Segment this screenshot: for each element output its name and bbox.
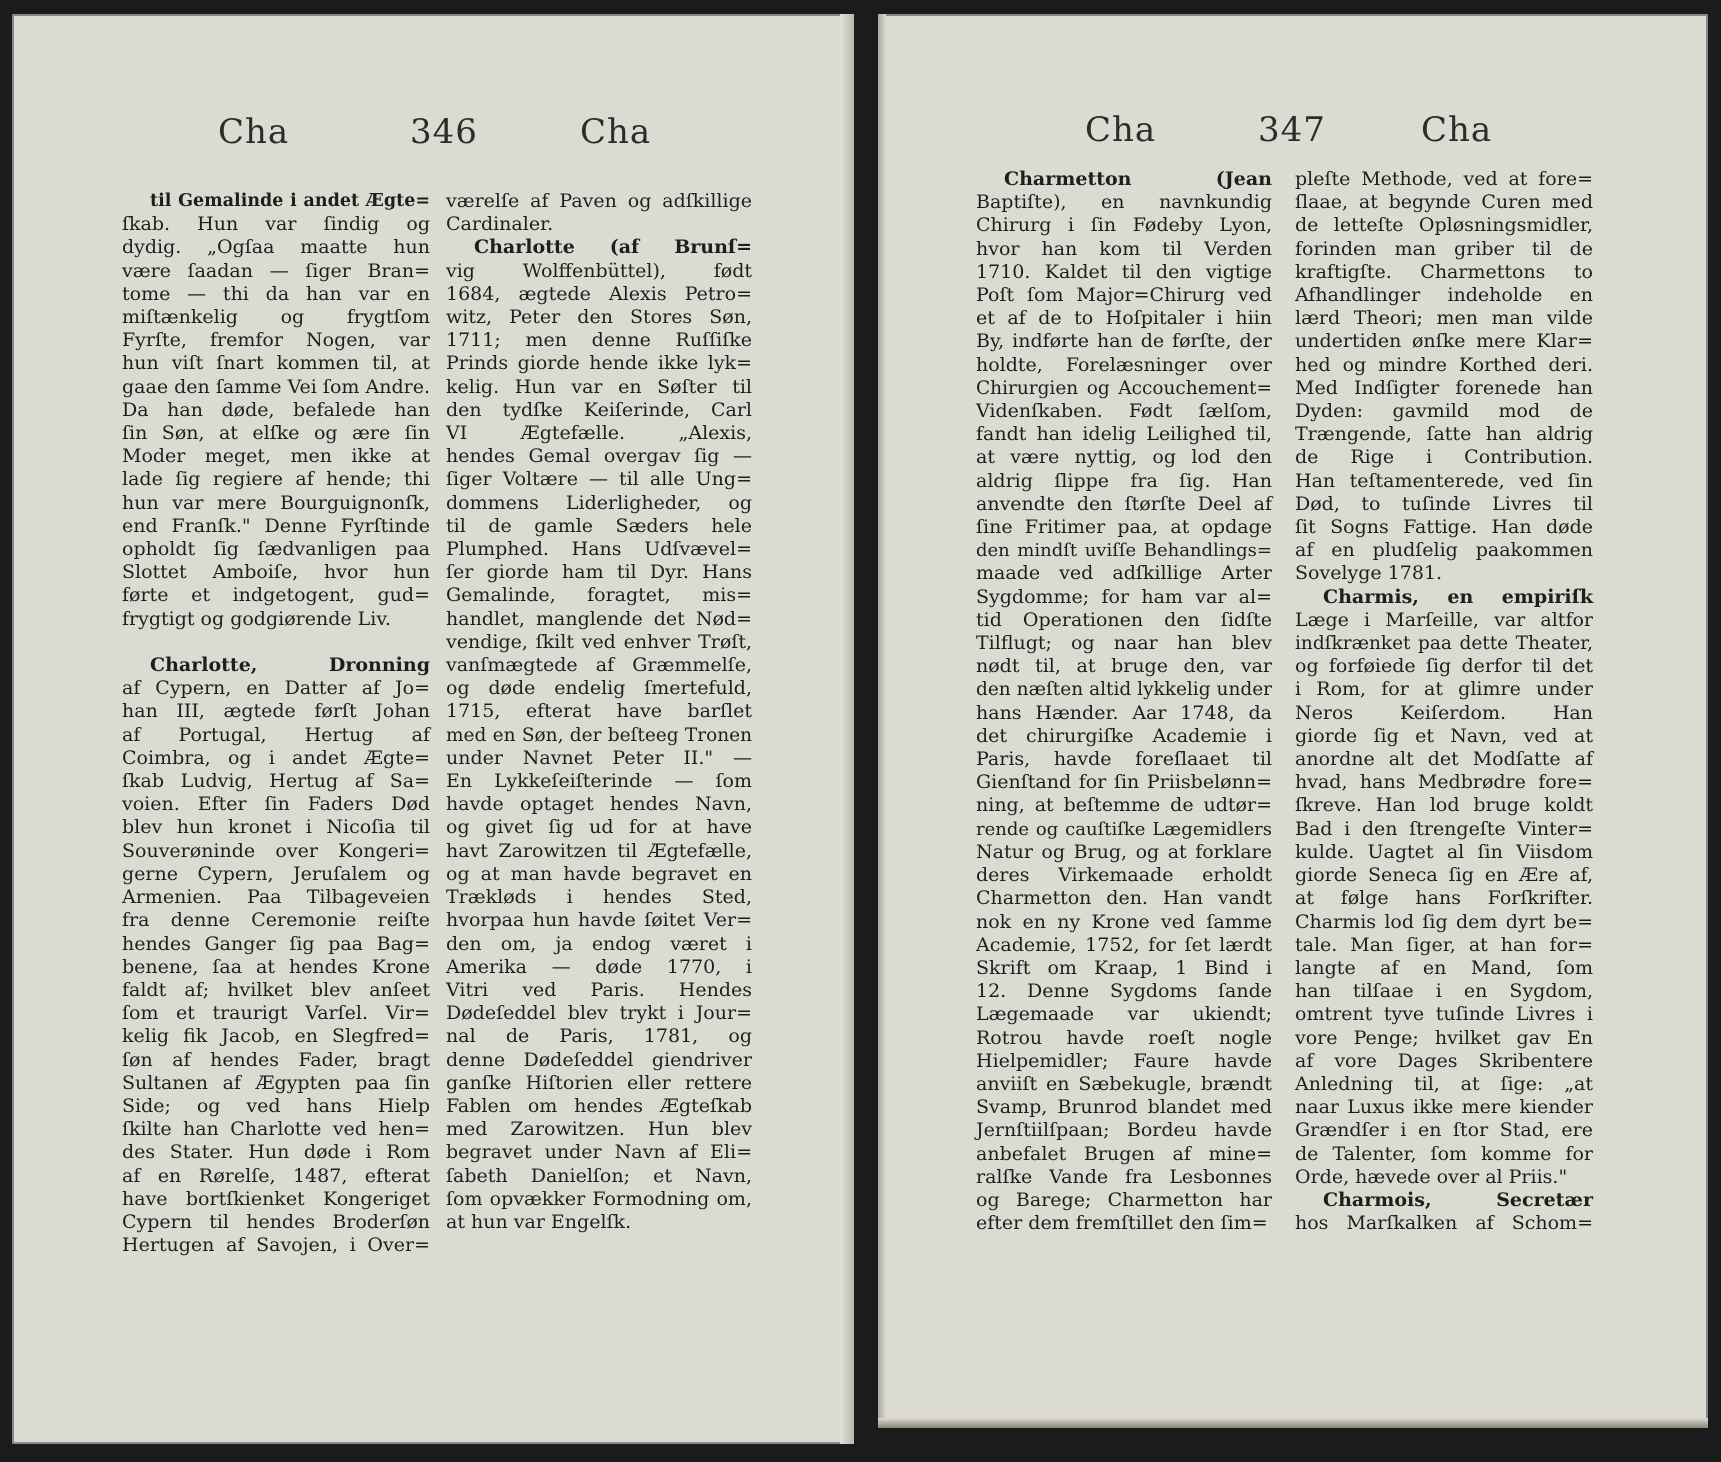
text-line: værelſe af Paven og adſkillige xyxy=(446,190,752,212)
right-column-1 xyxy=(976,168,1272,1235)
text-line: Moder meget, men ikke at xyxy=(122,445,430,468)
text-line: VI Ægtefælle. „Alexis, xyxy=(446,422,752,445)
text-line: Gienſtand for ſin Priisbelønn= xyxy=(976,771,1272,794)
text-line: Skrift om Kraap, 1 Bind i xyxy=(976,956,1272,979)
text-line: Bad i den ſtrengeſte Vinter= xyxy=(1295,817,1593,840)
text-line: kraftigſte. Charmettons to xyxy=(1295,260,1593,283)
text-line: have bortſkienket Kongeriget xyxy=(122,1187,430,1210)
text-line: hvad, hans Medbrødre fore= xyxy=(1295,771,1593,794)
text-line: de Talenter, ſom komme for xyxy=(1295,1142,1593,1165)
text-line: Chirurg i ſin Fødeby Lyon, xyxy=(976,214,1272,237)
text-line: ganſke Hiſtorien eller rettere xyxy=(446,1071,752,1094)
text-line: ſkab Ludvig, Hertug af Sa= xyxy=(122,770,430,793)
text-line: under Navnet Peter II." — xyxy=(446,746,752,769)
text-line: Charlotte, Dronning xyxy=(150,654,430,677)
text-line: tale. Man ſiger, at han for= xyxy=(1295,933,1593,956)
text-line: By, indførte han de førſte, der xyxy=(976,330,1272,353)
text-line: ſine Fritimer paa, at opdage xyxy=(976,516,1272,539)
text-line: og forføiede ſig derfor til det xyxy=(1295,655,1593,678)
text-line: Fyrſte, fremfor Nogen, var xyxy=(122,329,430,352)
text-line: Sygdomme; for ham var al= xyxy=(976,585,1272,608)
text-line: witz, Peter den Stores Søn, xyxy=(446,306,752,329)
text-line: Sultanen af Ægypten paa ſin xyxy=(122,1071,430,1094)
text-line: hos Marſkalken af Schom= xyxy=(1295,1212,1593,1235)
text-line: den mindſt uviſſe Behandlings= xyxy=(976,540,1272,562)
text-line: nok en ny Krone ved ſamme xyxy=(976,910,1272,933)
text-line: nødt til, at bruge den, var xyxy=(976,655,1272,678)
text-line: og at man havde begravet en xyxy=(446,862,752,885)
text-line: end Franſk." Denne Fyrſtinde xyxy=(122,514,430,537)
text-line: den næſten altid lykkelig under xyxy=(976,679,1272,701)
text-line: denne Dødeſeddel giendriver xyxy=(446,1048,752,1071)
text-line: Poſt ſom Major=Chirurg ved xyxy=(976,284,1272,307)
text-line: og døde endelig ſmertefuld, xyxy=(446,677,752,700)
text-line: undertiden ønſke mere Klar= xyxy=(1295,330,1593,353)
text-line: tid Operationen den ſidſte xyxy=(976,608,1272,631)
text-line: Afhandlinger indeholde en xyxy=(1295,284,1593,307)
text-line: vendige, ſkilt ved enhver Trøſt, xyxy=(446,630,752,653)
text-line: Academie, 1752, for ſet lærdt xyxy=(976,933,1272,956)
text-line: Souverøninde over Kongeri= xyxy=(122,839,430,862)
text-line: efter dem fremſtillet den ſim= xyxy=(976,1212,1268,1235)
text-line: fandt han idelig Leilighed til, xyxy=(976,423,1272,446)
text-line: Cardinaler. xyxy=(446,213,554,236)
text-line: Trængende, ſatte han aldrig xyxy=(1295,423,1593,446)
text-line: Lægemaade var ukiendt; xyxy=(976,1003,1272,1026)
text-line: med Zarowitzen. Hun blev xyxy=(446,1118,752,1141)
text-line: hans Hænder. Aar 1748, da xyxy=(976,701,1272,724)
text-line: havde optaget hendes Navn, xyxy=(446,793,752,816)
text-line: forinden man griber til de xyxy=(1295,237,1593,260)
text-line: ſom opvækker Formodning om, xyxy=(446,1187,752,1210)
text-line: Charmois, Secretær xyxy=(1323,1188,1593,1211)
text-line: Grændſer i en ſtor Stad, ere xyxy=(1295,1119,1593,1142)
right-page-spine-shadow xyxy=(878,14,886,1428)
text-line: Svamp, Brunrod blandet med xyxy=(976,1096,1272,1119)
text-line: lærd Theori; men man vilde xyxy=(1295,307,1593,330)
text-line: Fablen om hendes Ægteſkab xyxy=(446,1094,752,1117)
text-line: Charmetton (Jean xyxy=(1004,168,1272,190)
text-line: ſabeth Danielſon; et Navn, xyxy=(446,1164,752,1187)
text-line: anviiſt en Sæbekugle, brændt xyxy=(976,1072,1272,1095)
text-line: Charmis lod ſig dem dyrt be= xyxy=(1295,910,1593,933)
text-line: hendes Gemal overgav ſig — xyxy=(446,445,752,468)
text-line: Hielpemidler; Faure havde xyxy=(976,1049,1272,1072)
text-line: gerne Cypern, Jeruſalem og xyxy=(122,862,430,885)
left-page-spine-shadow xyxy=(840,14,854,1444)
text-line: vore Penge; hvilket gav En xyxy=(1295,1026,1593,1049)
right-column-2 xyxy=(1295,168,1593,1235)
text-line: Charmetton den. Han vandt xyxy=(976,887,1272,910)
text-line: Anledning til, at ſige: „at xyxy=(1295,1072,1593,1095)
text-line: førte et indgetogent, gud= xyxy=(122,584,430,607)
text-line: Sovelyge 1781. xyxy=(1295,562,1443,585)
text-line: og Barege; Charmetton har xyxy=(976,1188,1272,1211)
text-line: Charlotte (af Brunſ= xyxy=(474,236,752,259)
text-line: rende og cauſtiſke Lægemidlers xyxy=(976,818,1272,840)
text-line: dommens Liderligheder, og xyxy=(446,491,752,514)
text-line: miſtænkelig og frygtſom xyxy=(122,306,430,329)
text-line: han III, ægtede førſt Johan xyxy=(122,700,430,723)
text-line: langte af en Mand, ſom xyxy=(1295,956,1593,979)
text-line: begravet under Navn af Eli= xyxy=(446,1141,752,1164)
text-line: Læge i Marſeille, var altfor xyxy=(1295,608,1593,631)
text-line: holdte, Forelæsninger over xyxy=(976,353,1272,376)
text-line: kulde. Uagtet al ſin Viisdom xyxy=(1295,840,1593,863)
text-line: Med Indſigter forenede han xyxy=(1295,376,1593,399)
text-line: opholdt ſig ſædvanligen paa xyxy=(122,538,430,561)
text-line: ſiger Voltære — til alle Ung= xyxy=(446,468,752,491)
text-line: 1710. Kaldet til den vigtige xyxy=(976,260,1272,283)
left-header-right: Cha xyxy=(580,112,652,152)
text-line: voien. Efter ſin Faders Død xyxy=(122,793,430,816)
text-line: Baptiſte), en navnkundig xyxy=(976,191,1272,214)
text-line: handlet, manglende det Nød= xyxy=(446,607,752,630)
text-line: ſkilte han Charlotte ved hen= xyxy=(122,1118,430,1141)
right-page-number: 347 xyxy=(1258,110,1326,150)
text-line: kelig. Hun var en Søſter til xyxy=(446,375,752,398)
text-line: En Lykkeſeiſterinde — ſom xyxy=(446,770,752,793)
text-line: af Cypern, en Datter af Jo= xyxy=(122,677,430,700)
text-line: Side; og ved hans Hielp xyxy=(122,1094,430,1117)
text-line: lade ſig regiere af hende; thi xyxy=(122,468,430,491)
text-line: den om, ja endog været i xyxy=(446,932,752,955)
text-line: ning, at beſtemme de udtør= xyxy=(976,794,1272,817)
text-line: ſit Sogns Fattige. Han døde xyxy=(1295,516,1593,539)
text-line: benene, ſaa at hendes Krone xyxy=(122,955,430,978)
text-line: Amerika — døde 1770, i xyxy=(446,955,752,978)
text-line: Rotrou havde roeſt nogle xyxy=(976,1026,1272,1049)
text-line: frygtigt og godgiørende Liv. xyxy=(122,607,391,630)
text-line: pleſte Methode, ved at fore= xyxy=(1295,168,1593,190)
text-line: kelig fik Jacob, en Slegfred= xyxy=(122,1025,430,1048)
right-header-right: Cha xyxy=(1421,110,1493,150)
text-line: des Stater. Hun døde i Rom xyxy=(122,1141,430,1164)
text-line: faldt af; hvilket blev anſeet xyxy=(122,978,430,1001)
right-page xyxy=(878,14,1708,1428)
text-line: 1711; men denne Ruſſiſke xyxy=(446,329,752,352)
text-line: hun viſt ſnart kommen til, at xyxy=(122,352,430,375)
text-line xyxy=(122,631,430,654)
text-line: ſkreve. Han lod bruge koldt xyxy=(1295,794,1593,817)
text-line: anvendte den ſtørſte Deel af xyxy=(976,492,1272,515)
text-line: Hertugen af Savojen, i Over= xyxy=(122,1234,430,1257)
text-line: han tilſaae i en Sygdom, xyxy=(1295,980,1593,1003)
text-line: tome — thi da han var en xyxy=(122,282,430,305)
text-line: giorde ſig et Navn, ved at xyxy=(1295,724,1593,747)
text-line: og givet ſig ud for at have xyxy=(446,816,752,839)
text-line: de letteſte Opløsningsmidler, xyxy=(1295,214,1593,237)
text-line: Han teſtamenterede, ved ſin xyxy=(1295,469,1593,492)
text-line: til Gemalinde i andet Ægte= xyxy=(150,191,430,211)
text-line: hendes Ganger ſig paa Bag= xyxy=(122,932,430,955)
text-line: Armenien. Paa Tilbageveien xyxy=(122,886,430,909)
text-line: Dyden: gavmild mod de xyxy=(1295,400,1593,423)
text-line: Coimbra, og i andet Ægte= xyxy=(122,746,430,769)
text-line: af vore Dages Skribentere xyxy=(1295,1049,1593,1072)
text-line: Gemalinde, foragtet, mis= xyxy=(446,584,752,607)
text-line: indſkrænket paa dette Theater, xyxy=(1295,633,1593,655)
text-line: havt Zarowitzen til Ægtefælle, xyxy=(446,839,752,862)
text-line: et af de to Hoſpitaler i hiin xyxy=(976,307,1272,330)
right-page-bottom-edge xyxy=(878,1418,1708,1428)
text-line: at være nyttig, og lod den xyxy=(976,446,1272,469)
text-line: anordne alt det Modſatte af xyxy=(1295,748,1593,771)
text-line: ſkab. Hun var ſindig og xyxy=(122,213,430,236)
text-line: hvor han kom til Verden xyxy=(976,237,1272,260)
text-line: aldrig ſlippe fra ſig. Han xyxy=(976,469,1272,492)
text-line: til de gamle Sæders hele xyxy=(446,514,752,537)
text-line: maade ved adſkillige Arter xyxy=(976,562,1272,585)
text-line: ſøn af hendes Fader, bragt xyxy=(122,1048,430,1071)
text-line: vanſmægtede af Græmmelſe, xyxy=(446,654,752,677)
right-header-left: Cha xyxy=(1085,110,1157,150)
text-line: af en Rørelſe, 1487, efterat xyxy=(122,1164,430,1187)
text-line: Neros Keiſerdom. Han xyxy=(1295,701,1593,724)
text-line: Natur og Brug, og at forklare xyxy=(976,840,1272,863)
text-line: med en Søn, der beſteeg Tronen xyxy=(446,724,752,746)
text-line: Prinds giorde hende ikke lyk= xyxy=(446,352,752,375)
text-line: være ſaadan — ſiger Bran= xyxy=(122,259,430,282)
text-line: gaae den ſamme Vei ſom Andre. xyxy=(122,375,430,398)
left-header-left: Cha xyxy=(218,112,290,152)
text-line: Jernſtiilſpaan; Bordeu havde xyxy=(976,1119,1272,1142)
text-line: 1684, ægtede Alexis Petro= xyxy=(446,282,752,305)
left-column-1 xyxy=(122,190,430,1257)
text-line: deres Virkemaade erholdt xyxy=(976,864,1272,887)
text-line: dydig. „Ogſaa maatte hun xyxy=(122,236,430,259)
text-line: omtrent tyve tuſinde Livres i xyxy=(1295,1003,1593,1026)
text-line: at følge hans Forſkrifter. xyxy=(1295,887,1593,910)
text-line: fra denne Ceremonie reiſte xyxy=(122,909,430,932)
text-line: Vitri ved Paris. Hendes xyxy=(446,978,752,1001)
text-line: hed og mindre Korthed deri. xyxy=(1295,353,1593,376)
text-line: Charmis, en empiriſk xyxy=(1323,585,1593,608)
text-line: af en pludſelig paakommen xyxy=(1295,539,1593,562)
text-line: 12. Denne Sygdoms ſande xyxy=(976,980,1272,1003)
text-line: Tilflugt; og naar han blev xyxy=(976,632,1272,655)
text-line: blev hun kronet i Nicoſia til xyxy=(122,816,430,839)
text-line: nal de Paris, 1781, og xyxy=(446,1025,752,1048)
text-line: Dødeſeddel blev trykt i Jour= xyxy=(446,1002,752,1025)
text-line: i Rom, for at glimre under xyxy=(1295,678,1593,701)
text-line: naar Luxus ikke mere kiender xyxy=(1295,1096,1593,1119)
text-line: Død, to tuſinde Livres til xyxy=(1295,492,1593,515)
text-line: det chirurgiſke Academie i xyxy=(976,724,1272,747)
text-line: ſin Søn, at elſke og ære ſin xyxy=(122,422,430,445)
text-line: anbefalet Brugen af mine= xyxy=(976,1142,1272,1165)
text-line: Chirurgien og Accouchement= xyxy=(976,377,1272,399)
text-line: ſlaae, at begynde Curen med xyxy=(1295,191,1593,214)
text-line: den tydſke Keiſerinde, Carl xyxy=(446,398,752,421)
text-line: ſer giorde ham til Dyr. Hans xyxy=(446,561,752,584)
text-line: Paris, havde foreſlaaet til xyxy=(976,748,1272,771)
text-line: at hun var Engelſk. xyxy=(446,1210,632,1233)
text-line: giorde Seneca ſig en Ære af, xyxy=(1295,864,1593,887)
text-line: Orde, hævede over al Priis." xyxy=(1295,1165,1568,1188)
text-line: Trækløds i hendes Sted, xyxy=(446,886,752,909)
text-line: ſom et traurigt Varſel. Vir= xyxy=(122,1002,430,1025)
text-line: Da han døde, befalede han xyxy=(122,398,430,421)
text-line: 1715, efterat have barſlet xyxy=(446,700,752,723)
text-line: Plumphed. Hans Udſvævel= xyxy=(446,538,752,561)
text-line: hun var mere Bourguignonſk, xyxy=(122,491,430,514)
text-line: hvorpaa hun havde ſøitet Ver= xyxy=(446,909,752,932)
text-line: Slottet Amboiſe, hvor hun xyxy=(122,561,430,584)
text-line: Videnſkaben. Født ſælſom, xyxy=(976,400,1272,423)
text-line: vig Wolffenbüttel), født xyxy=(446,259,752,282)
text-line: ralſke Vande fra Lesbonnes xyxy=(976,1165,1272,1188)
left-column-2 xyxy=(446,190,752,1234)
left-page-number: 346 xyxy=(410,112,478,152)
text-line: de Rige i Contribution. xyxy=(1295,446,1593,469)
left-page xyxy=(12,14,854,1444)
text-line: af Portugal, Hertug af xyxy=(122,723,430,746)
text-line: Cypern til hendes Broderſøn xyxy=(122,1210,430,1233)
